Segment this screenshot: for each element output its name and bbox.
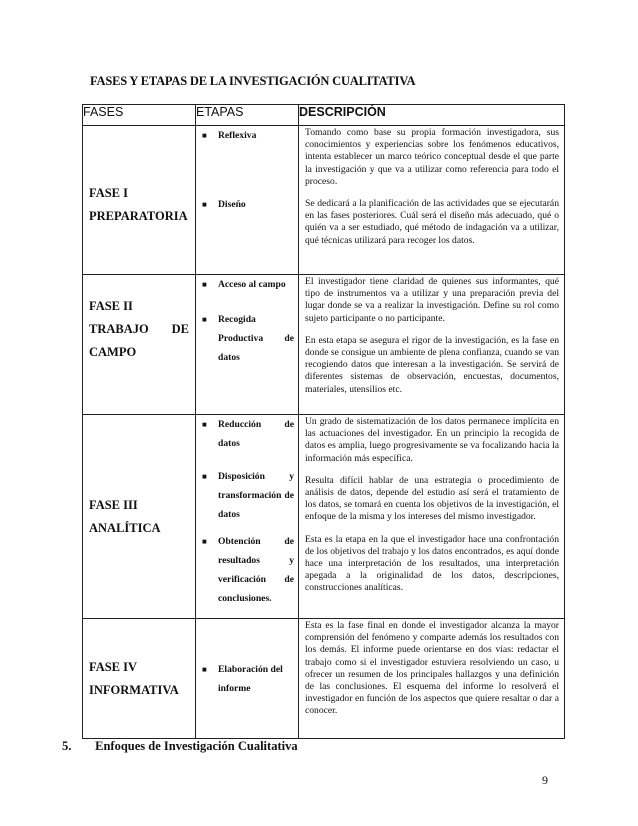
etapas-cell bbox=[196, 415, 299, 619]
fase-line: CAMPO bbox=[89, 345, 137, 359]
description-text: Se dedicará a la planificación de las actividades que se ejecutarán en las fases posteriores. Cuál será el diseño más adecuado, qué o quién va a ser estudiado, qué método de indagación va a utilizar, qué técnicas utilizará para recoger los datos. bbox=[305, 198, 559, 246]
etapa-name: Disposición y transformación de datos bbox=[218, 471, 294, 520]
descripcion-cell bbox=[299, 126, 565, 275]
etapa-item bbox=[196, 126, 298, 145]
etapa-item bbox=[196, 467, 298, 524]
table-row bbox=[83, 415, 565, 619]
etapa-description bbox=[299, 619, 564, 719]
description-text: Esta es la etapa en la que el investigador hace una confrontación de los objetivos del trabajo y los datos encontrados, es aquí donde hace una interpretación de los resultados, una interpretación apegada a la originalidad de los datos, descripciones, construcciones analíticas. bbox=[305, 533, 559, 594]
header-etapas: ETAPAS bbox=[196, 105, 299, 126]
square-bullet-icon: ■ bbox=[202, 280, 207, 289]
page-number: 9 bbox=[542, 773, 548, 787]
header-descripcion: DESCRIPCIÓN bbox=[299, 105, 565, 126]
etapas-cell bbox=[196, 619, 299, 739]
fase-line: FASE II bbox=[89, 299, 133, 313]
etapa-item bbox=[196, 310, 298, 367]
section-title: Enfoques de Investigación Cualitativa bbox=[95, 739, 298, 753]
etapa-name: Acceso al campo bbox=[218, 279, 286, 290]
description-text: Tomando como base su propia formación investigadora, sus conocimientos y experiencias sobre los fenómenos educativos, intenta establecer un marco teórico conceptual desde el que parte la investigación y que va a utilizar como referencia para todo el proceso. bbox=[305, 127, 559, 187]
descripcion-cell bbox=[299, 415, 565, 619]
fase-line: FASE I bbox=[89, 186, 129, 200]
square-bullet-icon: ■ bbox=[202, 315, 207, 324]
etapa-item bbox=[196, 275, 298, 294]
description-text: Esta es la fase final en donde el investigador alcanza la mayor comprensión del fenómeno y comparte además los resultados con los demás. El informe puede orientarse en dos vías: redactar el trabajo como si el investigador estuviera resolviendo un caso, u ofrecer un resumen de los principales hallazgos y una definición de las conclusiones. El esquema del informe lo resolverá el investigador en función de los aspectos que quiere resaltar o dar a conocer. bbox=[305, 620, 559, 717]
table-row bbox=[83, 619, 565, 739]
square-bullet-icon: ■ bbox=[202, 664, 207, 674]
fase-cell bbox=[83, 619, 196, 739]
table-header-row bbox=[83, 105, 565, 126]
square-bullet-icon: ■ bbox=[202, 200, 207, 209]
description-text: Un grado de sistematización de los datos permanece implícita en las actuaciones del investigador. En un principio la recogida de datos es amplia, luego progresivamente se va focalizando hacia la información más específica. bbox=[305, 416, 559, 464]
table-row bbox=[83, 126, 565, 275]
etapa-item bbox=[196, 195, 298, 214]
etapa-description bbox=[299, 126, 564, 248]
etapa-name: Reducción de datos bbox=[218, 419, 294, 449]
square-bullet-icon: ■ bbox=[202, 131, 207, 140]
fase-cell bbox=[83, 275, 196, 415]
header-fases: FASES bbox=[83, 105, 196, 126]
etapas-cell bbox=[196, 275, 299, 415]
etapa-name: Recogida Productiva de datos bbox=[218, 314, 294, 363]
etapa-name: Obtención de resultados y verificación de conclusiones. bbox=[218, 536, 294, 604]
etapa-item bbox=[196, 660, 298, 698]
phases-table bbox=[82, 104, 565, 739]
fase-label bbox=[83, 172, 195, 228]
section-number: 5. bbox=[62, 739, 72, 753]
fase-line: TRABAJO DE bbox=[89, 322, 189, 336]
etapa-name: Diseño bbox=[218, 199, 246, 210]
description-text: En esta etapa se asegura el rigor de la investigación, es la fase en donde se consigue un ambiente de plena confianza, cuando se van recogiendo datos que interesan a la investigación. Se servirá de diferentes sistemas de observación, encuestas, documentos, materiales, utensilios etc. bbox=[305, 334, 559, 395]
fase-label bbox=[83, 656, 195, 702]
fase-line: ANALÍTICA bbox=[89, 520, 161, 535]
description-text: Resulta difícil hablar de una estrategia o procedimiento de análisis de datos, depende del estudio así será el tratamiento de los datos, se tomará en cuenta los objetivos de la investigación, el enfoque de la misma y los intereses del mismo investigador. bbox=[305, 474, 559, 523]
table-row bbox=[83, 275, 565, 415]
etapa-name: Reflexiva bbox=[218, 130, 257, 141]
etapa-description bbox=[299, 275, 564, 397]
fase-cell bbox=[83, 126, 196, 275]
fase-line: FASE IV bbox=[89, 659, 138, 674]
fase-cell bbox=[83, 415, 196, 619]
etapa-item bbox=[196, 532, 298, 608]
fase-label bbox=[83, 275, 195, 364]
etapa-item bbox=[196, 415, 298, 453]
fase-label bbox=[83, 494, 195, 540]
etapa-description bbox=[299, 415, 564, 596]
square-bullet-icon: ■ bbox=[202, 420, 207, 429]
descripcion-cell bbox=[299, 619, 565, 739]
fase-line: PREPARATORIA bbox=[89, 209, 188, 223]
square-bullet-icon: ■ bbox=[202, 472, 207, 481]
description-text: El investigador tiene claridad de quienes sus informantes, qué tipo de instrumentos va a utilizar y una preparación previa del lugar donde se va a realizar la investigación. Define su rol como sujeto participante o no participante. bbox=[305, 276, 559, 324]
square-bullet-icon: ■ bbox=[202, 537, 207, 546]
section-heading bbox=[62, 739, 298, 754]
fase-line: INFORMATIVA bbox=[89, 682, 179, 697]
etapas-cell bbox=[196, 126, 299, 275]
page-title: FASES Y ETAPAS DE LA INVESTIGACIÓN CUALITATIVA bbox=[90, 74, 416, 88]
etapa-name: Elaboración del informe bbox=[218, 663, 283, 694]
fase-line: FASE III bbox=[89, 497, 138, 512]
descripcion-cell bbox=[299, 275, 565, 415]
